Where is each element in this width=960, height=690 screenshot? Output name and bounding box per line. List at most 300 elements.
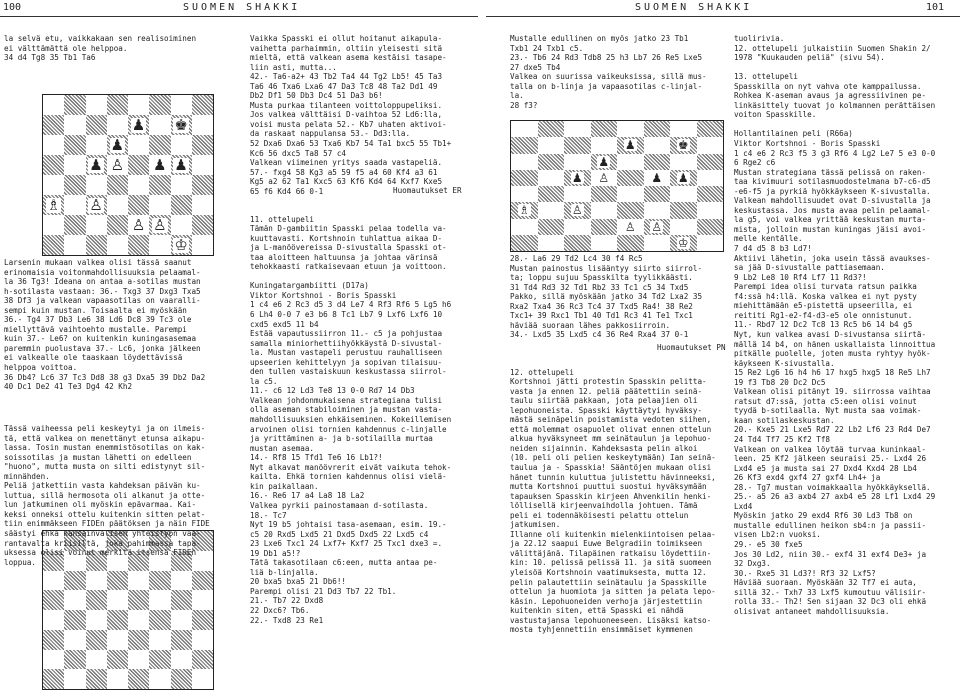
board-square	[43, 610, 64, 630]
board-square	[617, 121, 644, 137]
text-line: ja L-manöövereissa D-sivustalla Spasski ot-	[250, 243, 447, 253]
board-square	[86, 590, 107, 610]
board-square	[644, 121, 671, 137]
text-line: mista, jolloin mustan kuningas jäisi avoi-	[734, 224, 927, 234]
text-line: la 36 Tg3! Ideana on antaa a-sotilas mustan	[4, 277, 201, 287]
column-1-top	[4, 34, 242, 64]
board-square	[171, 650, 192, 670]
board-square	[107, 195, 128, 215]
board-square	[511, 170, 538, 186]
text-line: 23.- Tb6 24 Rd3 Tdb8 25 h3 Lb7 26 Re5 Lxe5	[510, 53, 703, 63]
board-square	[564, 219, 591, 235]
text-line: alkua hyväksyneet mm seinätaulun ja lepohuo-	[510, 434, 712, 444]
board-square	[591, 137, 618, 153]
text-line: uksessa olisi voinut merkitä itsensä FIDEn	[4, 548, 197, 558]
text-line: paremmin puolustava 37.- Lc6, jonka jälkeen	[4, 343, 201, 353]
text-line: pitkälle puolelle, joten musta ryhtyy hyök-	[734, 349, 931, 359]
board-square	[192, 115, 213, 135]
board-square	[564, 186, 591, 202]
board-square	[128, 669, 149, 689]
board-square	[128, 135, 149, 155]
text-line: c5 20 Rxd5 Lxd5 21 Dxd5 Dxd5 22 Lxd5 c4	[250, 529, 429, 539]
board-square	[64, 669, 85, 689]
text-line: Häviää suoraan. Myöskään 32 Tf7 ei auta,	[734, 578, 917, 588]
board-square	[43, 215, 64, 235]
board-square	[107, 630, 128, 650]
board-square	[64, 590, 85, 610]
board-square	[43, 235, 64, 255]
board-square	[107, 95, 128, 115]
text-line: Myöskin jatko 29 exd4 Rf6 30 Ld3 Tb8 on	[734, 511, 913, 521]
text-line: 26 Kf3 exd4 gxf4 27 gxf4 Lh4+ ja	[734, 473, 881, 483]
text-line: 21.- Tb7 22 Dxd8	[250, 596, 324, 606]
text-line: Ta6 46 Txa6 Lxa6 47 Da3 Tc8 48 Ta2 Dd1 49	[250, 81, 438, 91]
text-line: (10. peli oli pelien keskeytymään) Ian seinä-	[510, 453, 716, 463]
text-line: että molemmat osapuolet olivat ennen ottelun	[510, 424, 712, 434]
chess-piece: ♙	[598, 170, 610, 185]
text-line: mahdollisuuksien ehkäiseminen. Kokeillemisen	[250, 415, 452, 425]
board-square	[171, 610, 192, 630]
text-line: tehokkaasti ratkaisevaan etuun ja voittoon.	[250, 262, 447, 272]
board-square	[107, 115, 128, 135]
board-square	[149, 669, 170, 689]
text-line: 28 f3?	[510, 100, 538, 110]
board-square	[128, 215, 149, 235]
text-line	[510, 358, 732, 368]
board-square	[591, 202, 618, 218]
text-line: arvoinen olisi tornien kahdennus c-linjalle	[250, 424, 447, 434]
text-line: 1 c4 e6 2 Rc3 f5 3 g3 Rf6 4 Lg2 Le7 5 e3 0-0	[734, 148, 936, 158]
board-square	[192, 135, 213, 155]
text-line	[250, 272, 482, 282]
chess-diagram-top	[42, 94, 214, 256]
board-square	[43, 195, 64, 215]
board-square	[107, 235, 128, 255]
board-square	[149, 135, 170, 155]
board-square	[192, 610, 213, 630]
board-square	[43, 135, 64, 155]
text-line: keksi onneksi ottelu kuitenkin sitten pelat-	[4, 509, 206, 519]
text-line: häviää suoraan lähes pakkosiirroin.	[510, 320, 671, 330]
text-line: Valkea on suurissa vaikeuksissa, sillä mus-	[510, 72, 707, 82]
text-line: tyydä b-sotilaalla. Nyt musta saa voimak-	[734, 406, 922, 416]
board-square	[591, 154, 618, 170]
board-square	[192, 235, 213, 255]
chess-piece: ♟	[89, 155, 103, 174]
board-square	[697, 202, 724, 218]
chess-piece: ♟	[651, 170, 663, 185]
chess-piece: ♟	[571, 170, 583, 185]
text-line: liä b-linjalla.	[250, 567, 319, 577]
text-line: 15 Re2 Lg6 16 h4 h6 17 hxg5 hxg5 18 Re5 Lh7	[734, 368, 931, 378]
board-square	[670, 235, 697, 251]
column-3-note-tag: Huomautukset PN	[657, 343, 726, 352]
text-line: erinomaisia voitonmahdollisuuksia pelaamal-	[4, 267, 201, 277]
board-square	[64, 135, 85, 155]
board-square	[564, 170, 591, 186]
board-square	[617, 137, 644, 153]
chess-piece: ♙	[571, 203, 583, 218]
board-square	[511, 202, 538, 218]
column-1-bottom	[4, 424, 242, 574]
board-square	[192, 195, 213, 215]
board-square	[564, 121, 591, 137]
text-line: taulua ja - Spasskia! Sääntöjen mukaan olisi	[510, 463, 712, 473]
board-square	[86, 175, 107, 195]
column-2-top	[250, 34, 482, 199]
text-line: mosta tyhjennettiin ensimmäiset kymmenen	[510, 625, 693, 635]
chess-piece: ♚	[174, 115, 188, 134]
text-line: lassa. Tosin mustan enemmistösotilas on kak-	[4, 443, 206, 453]
text-line: ja 22.12 saapui Euwe Belgradiin toimikseen	[510, 539, 703, 549]
text-line: 57.- fxg4 58 Kg3 a5 59 f5 a4 60 Kf4 a3 61	[250, 167, 438, 177]
text-line: kin paikallaan.	[250, 481, 319, 491]
board-square	[107, 155, 128, 175]
text-line: 18.- Tc7	[250, 510, 287, 520]
chess-piece: ♔	[677, 235, 689, 250]
text-line: rolla 33.- Th2! Sen sijaan 32 Dc3 oli ehkä	[734, 597, 927, 607]
chess-piece: ♟	[598, 154, 610, 169]
board-square	[64, 175, 85, 195]
board-square	[128, 95, 149, 115]
text-line: Mustan strategiana tässä pelissä on raken-	[734, 167, 927, 177]
text-line: Nyt alkavat manöövrerit eivät vaikuta tehok-	[250, 462, 452, 472]
chess-piece: ♙	[153, 215, 167, 234]
text-line: leen. 25 Kf2 jälkeen seuraisi 25.- Lxd4 26	[734, 454, 927, 464]
board-square	[192, 650, 213, 670]
text-line: la. Mustan vastapeli perustuu rauhalliseen	[250, 348, 443, 358]
board-square	[670, 154, 697, 170]
board-square	[697, 121, 724, 137]
board-square	[86, 195, 107, 215]
text-line: cxd5 exd5 11 b4	[250, 319, 319, 329]
text-line: Valkean viimeinen yritys saada vastapeliä.	[250, 158, 443, 168]
text-line: lepohuoneista. Spasski käyttäytyi hyväksy-	[510, 405, 703, 415]
text-line: 28.- Tg7 mustan voimakkaalla hyökkäyksellä.	[734, 482, 931, 492]
right-running-title: SUOMEN SHAKKI	[635, 2, 753, 13]
text-line: Tätä takasotilaan c6:een, mutta antaa pe-	[250, 558, 438, 568]
board-square	[43, 630, 64, 650]
text-line: Rohkea K-aseman avaus ja agressiivinen pe-	[734, 91, 927, 101]
board-square	[64, 610, 85, 630]
board-square	[697, 219, 724, 235]
text-line: 36.- Tg4 37 Db3 Le6 38 Ld6 Dc8 39 Tc3 ole	[4, 315, 192, 325]
text-line: 11. ottelupeli	[250, 214, 315, 224]
text-line: rantavalta kriisiltä, joka pahimmassa tapa-	[4, 538, 201, 548]
text-line: luttua, sillä hermosota oli alkanut ja otte-	[4, 490, 206, 500]
text-line: 12. ottelupeli julkaistiin Suomen Shakin 2/	[734, 43, 931, 53]
text-line: la selvä etu, vaikkakaan sen realisoiminen	[4, 34, 197, 43]
board-square	[617, 186, 644, 202]
board-square	[591, 219, 618, 235]
text-line: 22 Dxc6? Tb6.	[250, 605, 310, 615]
board-square	[511, 137, 538, 153]
board-square	[149, 155, 170, 175]
text-line: 19 f3 Tb8 20 Dc2 Dc5	[734, 377, 826, 387]
text-line: tä, että valkea on menettänyt etunsa aikapu-	[4, 433, 206, 443]
board-square	[64, 115, 85, 135]
text-line: 16.- Re6 17 a4 La8 18 La2	[250, 491, 365, 501]
text-line: tuolirivia.	[734, 34, 785, 43]
board-square	[43, 590, 64, 610]
board-square	[43, 650, 64, 670]
text-line: vastustajansa lepohuoneeseen. Lisäksi katso-	[510, 615, 712, 625]
text-line: sa jää D-sivustalle pattiasemaan.	[734, 263, 885, 273]
board-square	[670, 219, 697, 235]
text-line: Nyt, kun valkea avasi D-sivustansa siirtä-	[734, 329, 927, 339]
board-square	[670, 202, 697, 218]
board-square	[86, 610, 107, 630]
text-line: Valkea pyrkii painostamaan d-sotilasta.	[250, 500, 429, 510]
text-line: 1 c4 e6 2 Rc3 d5 3 d4 Le7 4 Rf3 Rf6 5 Lg5 h6	[250, 300, 452, 310]
text-line: ottelun ja huomiota ja sitten ja pelata lepo-	[510, 587, 716, 597]
text-line: 31 Td4 Rd3 32 Td1 Rb2 33 Tc1 c5 34 Txd5	[510, 282, 689, 292]
column-3-middle	[510, 254, 732, 344]
chess-piece: ♙	[651, 219, 663, 234]
text-line: Tämän D-gambiitin Spasski pelaa todella va-	[250, 224, 447, 234]
board-square	[171, 115, 192, 135]
text-line: ratsut d7:ssä, jotta c5:een olisi voinut	[734, 396, 917, 406]
board-square	[107, 590, 128, 610]
text-line: Musta purkaa tilanteen voittoloppupeliksi.	[250, 100, 443, 110]
board-square	[538, 219, 565, 235]
text-line: pelin palautettiin seinätaulu ja Spasskille	[510, 577, 707, 587]
board-square	[511, 219, 538, 235]
text-line: visen Lb2:n vuoksi.	[734, 530, 821, 540]
text-line: kuitenkin siten, että Spasski ei nähdä	[510, 606, 684, 616]
chess-piece: ♙	[624, 219, 636, 234]
board-square	[171, 669, 192, 689]
board-square	[43, 175, 64, 195]
text-line: Aktiivi lähetin, joka usein tässä avaukses-	[734, 253, 931, 263]
text-line: Txb1 24 Txb1 c5.	[510, 43, 584, 53]
text-line: linkäsittely tuovat jo kolmannen perättäisen	[734, 100, 936, 110]
chess-piece: ♔	[174, 235, 188, 254]
board-square	[64, 235, 85, 255]
text-line: 42.- Ta6-a2+ 43 Tb2 Ta4 44 Tg2 Lb5! 45 Ta3	[250, 72, 443, 82]
text-line: liin asti, mutta...	[250, 62, 337, 72]
text-line: käsin. Lepohuoneiden verhoja järjestettiin	[510, 596, 703, 606]
text-line: Spasskilla on nyt vahva ote kamppailussa.	[734, 81, 922, 91]
column-1-middle	[4, 258, 242, 393]
chess-diagram-middle	[510, 120, 724, 252]
text-line: Vaikka Spasski ei ollut hoitanut aikapula-	[250, 34, 443, 43]
board-square	[670, 170, 697, 186]
left-running-title: SUOMEN SHAKKI	[183, 2, 301, 13]
board-square	[149, 590, 170, 610]
board-square	[564, 137, 591, 153]
text-line: Valkean olisi pitänyt 19. siirrossa vaihtaa	[734, 387, 931, 397]
board-square	[64, 650, 85, 670]
board-square	[192, 590, 213, 610]
text-line: loppua.	[4, 557, 37, 567]
text-line: peli ei todennäköisesti pelattu ottelun	[510, 510, 689, 520]
board-square	[617, 219, 644, 235]
text-line: Mustan painostus lisääntyy siirto siirrol-	[510, 263, 703, 273]
text-line: löllisellä kirjeenvaihdolla johtuen. Tämä	[510, 501, 698, 511]
text-line: 20.- Kxe5 21 Lxe5 Rd7 22 Lb2 Lf6 23 Rd4 De7	[734, 425, 931, 435]
chess-piece: ♟	[131, 115, 146, 134]
chess-piece: ♗	[46, 195, 61, 214]
text-line: jatkumisen.	[510, 520, 561, 530]
board-square	[128, 235, 149, 255]
board-square	[128, 115, 149, 135]
board-square	[591, 235, 618, 251]
board-square	[171, 195, 192, 215]
text-line: Db2 Df1 50 Db3 Dc4 51 Da3 b6!	[250, 91, 383, 101]
text-line: taa aloitteen haltuunsa ja johtaa värinsä	[250, 252, 438, 262]
board-square	[149, 175, 170, 195]
text-line: ei välttämättä ole helppoa.	[4, 43, 128, 53]
board-square	[697, 137, 724, 153]
board-square	[192, 155, 213, 175]
board-square	[86, 215, 107, 235]
board-square	[128, 590, 149, 610]
board-square	[171, 95, 192, 115]
board-square	[64, 195, 85, 215]
board-square	[511, 186, 538, 202]
text-line: upseerien kehittelyyn ja sopivan tilaisuu-	[250, 357, 443, 367]
column-2-bottom	[250, 205, 482, 688]
text-line	[734, 63, 960, 73]
board-square	[538, 235, 565, 251]
text-line: la c5.	[250, 376, 278, 386]
board-square	[107, 135, 128, 155]
board-square	[128, 195, 149, 215]
text-line: 20 bxa5 bxa5 21 Db6!!	[250, 577, 347, 587]
board-square	[107, 175, 128, 195]
text-line: 32 Dxg3.	[734, 559, 771, 569]
text-line: mustan asemaa.	[250, 443, 315, 453]
left-page-number: 100	[3, 2, 22, 13]
board-square	[43, 155, 64, 175]
board-square	[149, 650, 170, 670]
text-line: miehittämään e5-pistettä upseerilla, ei	[734, 301, 913, 311]
board-square	[86, 235, 107, 255]
chess-piece: ♙	[131, 215, 146, 234]
column-3-top	[510, 34, 732, 114]
board-square	[149, 630, 170, 650]
text-line: Viktor Kortshnoi - Boris Spasski	[250, 290, 397, 300]
column-2-note-tag: Huomautukset ER	[393, 186, 462, 195]
board-square	[538, 186, 565, 202]
text-line: 22.- Txd8 23 Re1	[250, 615, 324, 625]
board-square	[538, 170, 565, 186]
text-line: da raskaat nappulansa 53.- Dd3:lla.	[250, 129, 411, 139]
board-square	[128, 650, 149, 670]
chess-piece: ♙	[110, 155, 125, 174]
board-square	[644, 154, 671, 170]
text-line: h-sotilasta vastaan: 36.- Txg3 37 Dxg3 Txa5	[4, 286, 201, 296]
text-line: 7 d4 d5 8 b3 Ld7!	[734, 244, 812, 254]
text-line: Parempi idea olisi turvata ratsun paikka	[734, 282, 917, 292]
board-square	[697, 186, 724, 202]
text-line: 27 dxe5 Tb4	[510, 62, 561, 72]
text-line: säästyi ehkä kansainvälisen yhteistyön vaa-	[4, 529, 201, 539]
text-line: 28.- La6 29 Td2 Lc4 30 f4 Rc5	[510, 254, 643, 263]
text-line: Jos valkea välttäisi D-vaihtoa 52 Ld6:lla,	[250, 110, 443, 120]
board-square	[644, 202, 671, 218]
board-square	[149, 115, 170, 135]
text-line: tiin enimmäkseen FIDEn päätöksen ja näin FIDE	[4, 519, 210, 529]
text-line: voiton Spasskille.	[734, 110, 817, 120]
board-square	[86, 95, 107, 115]
board-square	[670, 121, 697, 137]
board-square	[171, 630, 192, 650]
text-line: Kg5 a2 62 Ta1 Kxc5 63 Kf6 Kd4 64 Kxf7 Kxe5	[250, 177, 443, 187]
board-square	[171, 135, 192, 155]
board-square	[644, 219, 671, 235]
text-line: ja yrittäminen a- ja b-sotilailla murtaa	[250, 434, 433, 444]
text-line: 11.- Rbd7 12 Dc2 Tc8 13 Rc5 b6 14 b4 g5	[734, 320, 913, 330]
board-square	[564, 154, 591, 170]
board-square	[128, 175, 149, 195]
text-line: 29.- e5 30 fxe5	[734, 539, 803, 549]
text-line: mutta Kortshnoi puuttui suostui hyväksymään	[510, 482, 707, 492]
chess-piece: ♚	[677, 138, 689, 153]
board-square	[171, 590, 192, 610]
board-square	[617, 235, 644, 251]
text-line: Illanne oli kuitenkin mielenkiintoisen pelaa-	[510, 529, 716, 539]
board-square	[86, 669, 107, 689]
board-square	[107, 610, 128, 630]
text-line: Txc1+ 39 Rxc1 Tb1 40 Td1 Rc3 41 Te1 Txc1	[510, 311, 693, 321]
text-line: yleisöä Kortshnoin vaatimuksesta, mutta 12.	[510, 568, 707, 578]
text-line: Kuningatargambiitti (D17a)	[250, 281, 369, 291]
text-line: taa kivimuuri sotilasmuodostelmana b7-c6-d5	[734, 177, 931, 187]
text-line: melle kentälle.	[734, 234, 803, 244]
text-line: 34 d4 Tg8 35 Tb1 Ta6	[4, 53, 96, 63]
text-line: 52 Dxa6 Dxa6 53 Txa6 Kb7 54 Ta1 bxc5 55 Tb1+	[250, 139, 452, 149]
board-square	[149, 95, 170, 115]
board-square	[107, 669, 128, 689]
right-page-number: 101	[926, 2, 945, 13]
board-square	[670, 137, 697, 153]
board-square	[149, 610, 170, 630]
board-square	[86, 135, 107, 155]
board-square	[617, 202, 644, 218]
text-line: sempi kuin mustan. Toisaalta ei myöskään	[4, 305, 187, 315]
text-line: 25.- a5 26 a3 axb4 27 axb4 e5 28 Lf1 Lxd4 29	[734, 492, 936, 502]
text-line: olisivat antaneet mahdollisuuksia.	[734, 606, 890, 616]
text-line	[250, 205, 482, 215]
text-line: 1978 "Kuukauden peliä" (sivu 54).	[734, 53, 885, 63]
chess-piece: ♟	[153, 155, 167, 174]
text-line: Peliä jatkettiin vasta kahdeksan päivän ku-	[4, 481, 201, 491]
text-line: Estää vapautussiirron 11.- c5 ja pohjustaa	[250, 329, 443, 339]
text-line: 24 Td4 Tf7 25 Kf2 Tf8	[734, 434, 831, 444]
board-square	[171, 155, 192, 175]
text-line: reititi Rg1-e2-f4-d3-e5 ole onnistunut.	[734, 310, 913, 320]
text-line: mällä 14 b4, on hänen uskallaista linnoittua	[734, 339, 936, 349]
board-square	[107, 650, 128, 670]
text-line: Valkean johdonmukaisena strategiana tulisi	[250, 395, 443, 405]
left-header-rule	[0, 16, 478, 17]
text-line: 23 Lxe6 Txc1 24 Lxf7+ Kxf7 25 Txc1 dxe3 =.	[250, 539, 443, 549]
board-square	[644, 170, 671, 186]
text-line: neiden sijainnin. Kahdeksasta pelin alkoi	[510, 443, 698, 453]
board-square	[697, 154, 724, 170]
text-line: mustalle edullinen heikon sb4:n ja passii-	[734, 520, 927, 530]
text-line: olla aseman stabiloiminen ja mustan vasta-	[250, 405, 443, 415]
board-square	[591, 121, 618, 137]
text-line: Parempi olisi 21 Dd3 Tb7 22 Tb1.	[250, 586, 397, 596]
board-square	[107, 215, 128, 235]
board-square	[86, 630, 107, 650]
board-square	[64, 155, 85, 175]
board-square	[43, 115, 64, 135]
text-line: kuin 37.- Le6? on kuitenkin kuningasasemaa	[4, 334, 197, 344]
